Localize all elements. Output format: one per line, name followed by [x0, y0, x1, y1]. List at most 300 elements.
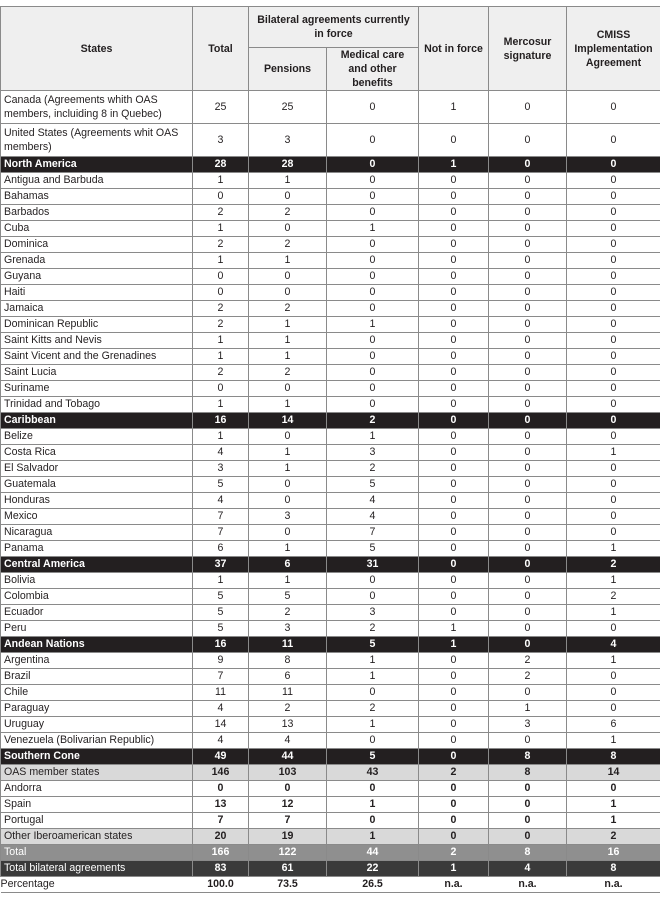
- value-cell: 2: [249, 605, 327, 621]
- value-cell: 2: [327, 621, 419, 637]
- value-cell: 2: [489, 669, 567, 685]
- value-cell: 0: [419, 429, 489, 445]
- value-cell: 0: [567, 317, 660, 333]
- value-cell: 6: [249, 669, 327, 685]
- value-cell: 8: [567, 749, 660, 765]
- value-cell: 0: [419, 381, 489, 397]
- value-cell: 146: [193, 765, 249, 781]
- value-cell: 0: [489, 621, 567, 637]
- table-row: [1, 205, 660, 221]
- value-cell: 8: [489, 749, 567, 765]
- value-cell: 0: [327, 733, 419, 749]
- value-cell: 5: [193, 621, 249, 637]
- value-cell: 0: [419, 269, 489, 285]
- header-medical: Medical care and other benefits: [327, 48, 419, 91]
- value-cell: 0: [419, 253, 489, 269]
- value-cell: 0: [193, 781, 249, 797]
- value-cell: 0: [419, 349, 489, 365]
- value-cell: 0: [567, 237, 660, 253]
- value-cell: 4: [567, 637, 660, 653]
- value-cell: 2: [193, 301, 249, 317]
- value-cell: 0: [419, 477, 489, 493]
- value-cell: 1: [249, 317, 327, 333]
- value-cell: n.a.: [567, 877, 660, 893]
- value-cell: 1: [327, 653, 419, 669]
- value-cell: 0: [419, 173, 489, 189]
- value-cell: 5: [327, 749, 419, 765]
- value-cell: 0: [489, 317, 567, 333]
- value-cell: 7: [193, 813, 249, 829]
- value-cell: 0: [489, 781, 567, 797]
- header-pensions: Pensions: [249, 48, 327, 91]
- table-row: [1, 717, 660, 733]
- value-cell: 0: [567, 221, 660, 237]
- value-cell: 0: [489, 445, 567, 461]
- value-cell: 2: [249, 205, 327, 221]
- value-cell: 0: [419, 717, 489, 733]
- value-cell: 166: [193, 845, 249, 861]
- value-cell: 3: [249, 124, 327, 157]
- value-cell: 1: [327, 717, 419, 733]
- value-cell: 0: [489, 381, 567, 397]
- value-cell: 0: [327, 365, 419, 381]
- value-cell: 3: [249, 621, 327, 637]
- value-cell: 6: [193, 541, 249, 557]
- state-name-cell: Honduras: [1, 493, 193, 509]
- value-cell: 2: [193, 237, 249, 253]
- value-cell: 100.0: [193, 877, 249, 893]
- table-row-subtotal: [1, 749, 660, 765]
- value-cell: 0: [489, 557, 567, 573]
- value-cell: 6: [249, 557, 327, 573]
- value-cell: 1: [419, 157, 489, 173]
- value-cell: 0: [419, 541, 489, 557]
- table-row: [1, 685, 660, 701]
- state-name-cell: Guatemala: [1, 477, 193, 493]
- table-row: [1, 285, 660, 301]
- table-row: [1, 397, 660, 413]
- value-cell: 0: [489, 301, 567, 317]
- value-cell: 1: [193, 221, 249, 237]
- value-cell: 7: [193, 669, 249, 685]
- value-cell: 1: [419, 91, 489, 124]
- value-cell: n.a.: [419, 877, 489, 893]
- value-cell: 1: [327, 797, 419, 813]
- value-cell: 0: [489, 477, 567, 493]
- value-cell: 1: [327, 829, 419, 845]
- value-cell: 0: [567, 253, 660, 269]
- value-cell: 0: [489, 397, 567, 413]
- value-cell: 7: [193, 509, 249, 525]
- table-row: [1, 349, 660, 365]
- table-row: [1, 124, 660, 157]
- value-cell: 9: [193, 653, 249, 669]
- state-name-cell: United States (Agreements whit OAS members): [1, 124, 193, 157]
- value-cell: 2: [327, 461, 419, 477]
- table-row-subtotal: [1, 765, 660, 781]
- value-cell: 1: [327, 317, 419, 333]
- value-cell: 0: [419, 509, 489, 525]
- value-cell: 0: [327, 173, 419, 189]
- value-cell: 0: [419, 749, 489, 765]
- state-name-cell: Panama: [1, 541, 193, 557]
- value-cell: 0: [567, 781, 660, 797]
- value-cell: 0: [249, 269, 327, 285]
- value-cell: 0: [489, 733, 567, 749]
- value-cell: 3: [249, 509, 327, 525]
- value-cell: 28: [193, 157, 249, 173]
- value-cell: 4: [249, 733, 327, 749]
- state-name-cell: North America: [1, 157, 193, 173]
- table-row: [1, 461, 660, 477]
- value-cell: 0: [567, 493, 660, 509]
- value-cell: 0: [249, 189, 327, 205]
- value-cell: 0: [327, 285, 419, 301]
- table-row: [1, 605, 660, 621]
- value-cell: 0: [489, 637, 567, 653]
- value-cell: 83: [193, 861, 249, 877]
- value-cell: 2: [193, 317, 249, 333]
- value-cell: 0: [489, 797, 567, 813]
- value-cell: 31: [327, 557, 419, 573]
- state-name-cell: Belize: [1, 429, 193, 445]
- value-cell: 0: [567, 701, 660, 717]
- value-cell: 0: [419, 397, 489, 413]
- table-row-percentage: [1, 877, 660, 893]
- value-cell: 22: [327, 861, 419, 877]
- value-cell: 28: [249, 157, 327, 173]
- table-row: [1, 493, 660, 509]
- table-row: [1, 333, 660, 349]
- value-cell: 0: [327, 157, 419, 173]
- value-cell: 0: [419, 237, 489, 253]
- value-cell: 0: [489, 285, 567, 301]
- state-name-cell: Total bilateral agreements: [1, 861, 193, 877]
- value-cell: 0: [419, 493, 489, 509]
- value-cell: 0: [419, 365, 489, 381]
- table-row: [1, 653, 660, 669]
- value-cell: 0: [489, 237, 567, 253]
- state-name-cell: Venezuela (Bolivarian Republic): [1, 733, 193, 749]
- table-row: [1, 301, 660, 317]
- value-cell: 0: [567, 509, 660, 525]
- value-cell: 25: [193, 91, 249, 124]
- state-name-cell: Andorra: [1, 781, 193, 797]
- value-cell: 7: [249, 813, 327, 829]
- value-cell: 1: [249, 461, 327, 477]
- table-row: [1, 621, 660, 637]
- state-name-cell: Total: [1, 845, 193, 861]
- state-name-cell: Ecuador: [1, 605, 193, 621]
- state-name-cell: Colombia: [1, 589, 193, 605]
- value-cell: 0: [419, 797, 489, 813]
- value-cell: 0: [249, 381, 327, 397]
- value-cell: 1: [567, 653, 660, 669]
- value-cell: 0: [567, 301, 660, 317]
- state-name-cell: Central America: [1, 557, 193, 573]
- value-cell: 0: [567, 189, 660, 205]
- value-cell: 1: [193, 253, 249, 269]
- table-row: [1, 189, 660, 205]
- state-name-cell: Suriname: [1, 381, 193, 397]
- value-cell: 2: [193, 205, 249, 221]
- state-name-cell: Costa Rica: [1, 445, 193, 461]
- header-not-in-force: Not in force: [419, 7, 489, 91]
- value-cell: 0: [567, 397, 660, 413]
- value-cell: 0: [419, 669, 489, 685]
- value-cell: 0: [489, 573, 567, 589]
- state-name-cell: Saint Lucia: [1, 365, 193, 381]
- table-row-subtotal: [1, 557, 660, 573]
- value-cell: 0: [567, 669, 660, 685]
- value-cell: 4: [489, 861, 567, 877]
- state-name-cell: Saint Kitts and Nevis: [1, 333, 193, 349]
- value-cell: 0: [567, 285, 660, 301]
- value-cell: 0: [489, 461, 567, 477]
- value-cell: 0: [489, 429, 567, 445]
- value-cell: 14: [249, 413, 327, 429]
- value-cell: 1: [567, 797, 660, 813]
- value-cell: 0: [327, 381, 419, 397]
- value-cell: 13: [193, 797, 249, 813]
- value-cell: 0: [567, 205, 660, 221]
- value-cell: 0: [249, 285, 327, 301]
- value-cell: 0: [489, 605, 567, 621]
- value-cell: 1: [419, 637, 489, 653]
- table-row-subtotal: [1, 829, 660, 845]
- value-cell: 0: [327, 685, 419, 701]
- value-cell: 0: [327, 589, 419, 605]
- value-cell: 2: [489, 653, 567, 669]
- state-name-cell: Canada (Agreements whith OAS members, incluiding 8 in Quebec): [1, 91, 193, 124]
- value-cell: 3: [327, 605, 419, 621]
- value-cell: 19: [249, 829, 327, 845]
- header-mercosur: Mercosur signature: [489, 7, 567, 91]
- value-cell: 0: [419, 333, 489, 349]
- value-cell: 0: [567, 269, 660, 285]
- value-cell: 0: [567, 413, 660, 429]
- value-cell: 0: [489, 509, 567, 525]
- value-cell: 11: [249, 637, 327, 653]
- value-cell: 0: [419, 205, 489, 221]
- value-cell: 0: [567, 621, 660, 637]
- value-cell: 5: [193, 589, 249, 605]
- state-name-cell: Southern Cone: [1, 749, 193, 765]
- table-row: [1, 91, 660, 124]
- state-name-cell: Trinidad and Tobago: [1, 397, 193, 413]
- value-cell: 0: [567, 381, 660, 397]
- value-cell: 4: [193, 493, 249, 509]
- state-name-cell: Argentina: [1, 653, 193, 669]
- value-cell: 0: [567, 91, 660, 124]
- value-cell: 0: [489, 124, 567, 157]
- state-name-cell: Mexico: [1, 509, 193, 525]
- value-cell: 0: [419, 813, 489, 829]
- value-cell: 13: [249, 717, 327, 733]
- value-cell: 2: [249, 365, 327, 381]
- value-cell: 1: [567, 541, 660, 557]
- header-bilateral: Bilateral agreements currently in force: [249, 7, 419, 48]
- value-cell: 0: [327, 349, 419, 365]
- value-cell: 11: [249, 685, 327, 701]
- value-cell: 0: [567, 525, 660, 541]
- value-cell: 0: [489, 349, 567, 365]
- value-cell: 1: [249, 573, 327, 589]
- value-cell: 2: [249, 701, 327, 717]
- value-cell: 2: [567, 557, 660, 573]
- value-cell: 0: [249, 221, 327, 237]
- value-cell: 0: [567, 461, 660, 477]
- value-cell: 16: [567, 845, 660, 861]
- value-cell: 14: [567, 765, 660, 781]
- value-cell: 1: [249, 541, 327, 557]
- value-cell: 0: [489, 525, 567, 541]
- value-cell: 4: [327, 493, 419, 509]
- value-cell: 0: [419, 589, 489, 605]
- table-row: [1, 429, 660, 445]
- value-cell: 0: [419, 189, 489, 205]
- value-cell: 1: [193, 397, 249, 413]
- value-cell: 0: [327, 333, 419, 349]
- value-cell: 1: [249, 397, 327, 413]
- value-cell: 0: [327, 124, 419, 157]
- value-cell: 26.5: [327, 877, 419, 893]
- value-cell: 1: [567, 445, 660, 461]
- state-name-cell: Grenada: [1, 253, 193, 269]
- value-cell: 8: [489, 765, 567, 781]
- value-cell: 0: [419, 653, 489, 669]
- header-states: States: [1, 7, 193, 91]
- value-cell: 2: [193, 365, 249, 381]
- state-name-cell: Guyana: [1, 269, 193, 285]
- state-name-cell: Percentage: [1, 877, 193, 893]
- value-cell: 0: [489, 253, 567, 269]
- value-cell: 0: [567, 124, 660, 157]
- table-row: [1, 445, 660, 461]
- value-cell: 0: [327, 205, 419, 221]
- value-cell: 0: [489, 221, 567, 237]
- value-cell: 0: [489, 589, 567, 605]
- value-cell: 2: [567, 589, 660, 605]
- value-cell: 5: [249, 589, 327, 605]
- value-cell: 0: [249, 477, 327, 493]
- value-cell: 0: [489, 685, 567, 701]
- value-cell: 1: [489, 701, 567, 717]
- state-name-cell: Jamaica: [1, 301, 193, 317]
- value-cell: 49: [193, 749, 249, 765]
- value-cell: 1: [567, 573, 660, 589]
- value-cell: 1: [327, 221, 419, 237]
- table-row: [1, 541, 660, 557]
- value-cell: 0: [249, 525, 327, 541]
- table-row-subtotal: [1, 845, 660, 861]
- state-name-cell: Chile: [1, 685, 193, 701]
- table-row: [1, 173, 660, 189]
- value-cell: 0: [327, 237, 419, 253]
- value-cell: 0: [327, 397, 419, 413]
- value-cell: 16: [193, 637, 249, 653]
- state-name-cell: Andean Nations: [1, 637, 193, 653]
- state-name-cell: Saint Vicent and the Grenadines: [1, 349, 193, 365]
- state-name-cell: OAS member states: [1, 765, 193, 781]
- value-cell: 1: [249, 253, 327, 269]
- value-cell: 0: [419, 317, 489, 333]
- value-cell: 0: [327, 573, 419, 589]
- value-cell: 0: [567, 477, 660, 493]
- value-cell: 4: [193, 701, 249, 717]
- value-cell: 0: [249, 493, 327, 509]
- value-cell: 0: [567, 157, 660, 173]
- value-cell: 20: [193, 829, 249, 845]
- value-cell: 1: [327, 429, 419, 445]
- value-cell: 1: [567, 813, 660, 829]
- value-cell: 0: [489, 813, 567, 829]
- value-cell: 1: [249, 333, 327, 349]
- state-name-cell: Haiti: [1, 285, 193, 301]
- table-row: [1, 797, 660, 813]
- value-cell: 0: [489, 493, 567, 509]
- value-cell: 0: [327, 301, 419, 317]
- value-cell: 7: [327, 525, 419, 541]
- state-name-cell: Brazil: [1, 669, 193, 685]
- value-cell: 2: [567, 829, 660, 845]
- state-name-cell: Peru: [1, 621, 193, 637]
- value-cell: 0: [419, 461, 489, 477]
- value-cell: 0: [489, 413, 567, 429]
- value-cell: 2: [419, 765, 489, 781]
- header-cmiss: CMISS Implementation Agreement: [567, 7, 660, 91]
- value-cell: 0: [249, 429, 327, 445]
- value-cell: 61: [249, 861, 327, 877]
- value-cell: 43: [327, 765, 419, 781]
- table-row: [1, 317, 660, 333]
- value-cell: 1: [327, 669, 419, 685]
- value-cell: 5: [327, 637, 419, 653]
- value-cell: 0: [327, 189, 419, 205]
- value-cell: 1: [193, 573, 249, 589]
- value-cell: 11: [193, 685, 249, 701]
- table-row: [1, 669, 660, 685]
- value-cell: 1: [193, 429, 249, 445]
- value-cell: 0: [419, 605, 489, 621]
- header-total: Total: [193, 7, 249, 91]
- value-cell: 0: [489, 333, 567, 349]
- value-cell: 122: [249, 845, 327, 861]
- table-row: [1, 781, 660, 797]
- value-cell: 0: [327, 781, 419, 797]
- value-cell: 3: [193, 461, 249, 477]
- value-cell: 1: [193, 349, 249, 365]
- state-name-cell: Barbados: [1, 205, 193, 221]
- value-cell: 0: [327, 253, 419, 269]
- value-cell: 16: [193, 413, 249, 429]
- value-cell: 4: [193, 733, 249, 749]
- value-cell: 0: [193, 381, 249, 397]
- table-row: [1, 365, 660, 381]
- state-name-cell: Portugal: [1, 813, 193, 829]
- value-cell: 8: [249, 653, 327, 669]
- value-cell: 5: [193, 605, 249, 621]
- value-cell: n.a.: [489, 877, 567, 893]
- value-cell: 0: [489, 91, 567, 124]
- table-row: [1, 701, 660, 717]
- value-cell: 0: [489, 541, 567, 557]
- value-cell: 0: [489, 829, 567, 845]
- value-cell: 8: [489, 845, 567, 861]
- value-cell: 2: [327, 701, 419, 717]
- value-cell: 0: [489, 205, 567, 221]
- value-cell: 1: [419, 621, 489, 637]
